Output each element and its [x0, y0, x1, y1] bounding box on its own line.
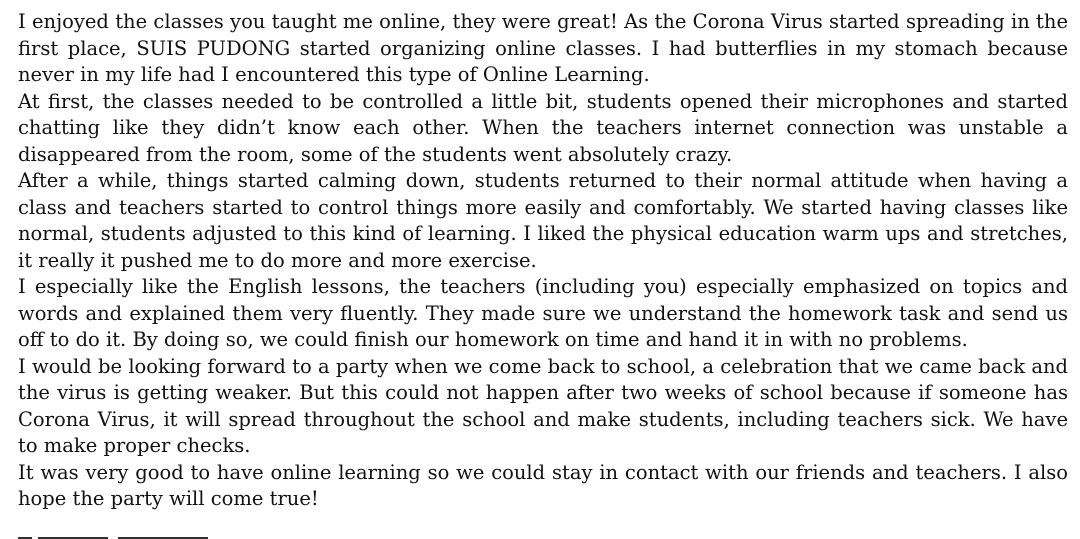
- paragraph-intro: I enjoyed the classes you taught me online, they were great! As the Corona Virus started spreading in the first place, SUIS PUDONG started organizing online classes. I had butterflies in my stomach because never in my life had I encountered this type of Online Learning.: [18, 10, 1068, 86]
- paragraph-english-lessons: I especially like the English lessons, the teachers (including you) especially emphasized on topics and words and explained them very fluently. They made sure we understand the homework task and send us off to do it. By doing so, we could finish our homework on time and hand it in with no problems.: [18, 275, 1068, 351]
- paragraph-calming-down: After a while, things started calming down, students returned to their normal attitude when having a class and teachers started to control things more easily and comfortably. We started having classes like normal, students adjusted to this kind of learning. I liked the physical education warm ups and stretches, it really it pushed me to do more and more exercise.: [18, 169, 1068, 272]
- letter-body: [18, 9, 1068, 513]
- cropped-text-fragment: [18, 530, 338, 539]
- paragraph-conclusion: It was very good to have online learning so we could stay in contact with our friends and teachers. I also hope the party will come true!: [18, 460, 1068, 510]
- paragraph-party: I would be looking forward to a party when we come back to school, a celebration that we came back and the virus is getting weaker. But this could not happen after two weeks of school because if someone has Corona Virus, it will spread throughout the school and make students, including teachers sick. We have to make proper checks.: [18, 354, 1068, 457]
- cropped-next-line: [18, 528, 338, 539]
- paragraph-first-classes: At first, the classes needed to be controlled a little bit, students opened their microphones and started chatting like they didn’t know each other. When the teachers internet connection was unstable a disappeared from the room, some of the students went absolutely crazy.: [18, 89, 1068, 166]
